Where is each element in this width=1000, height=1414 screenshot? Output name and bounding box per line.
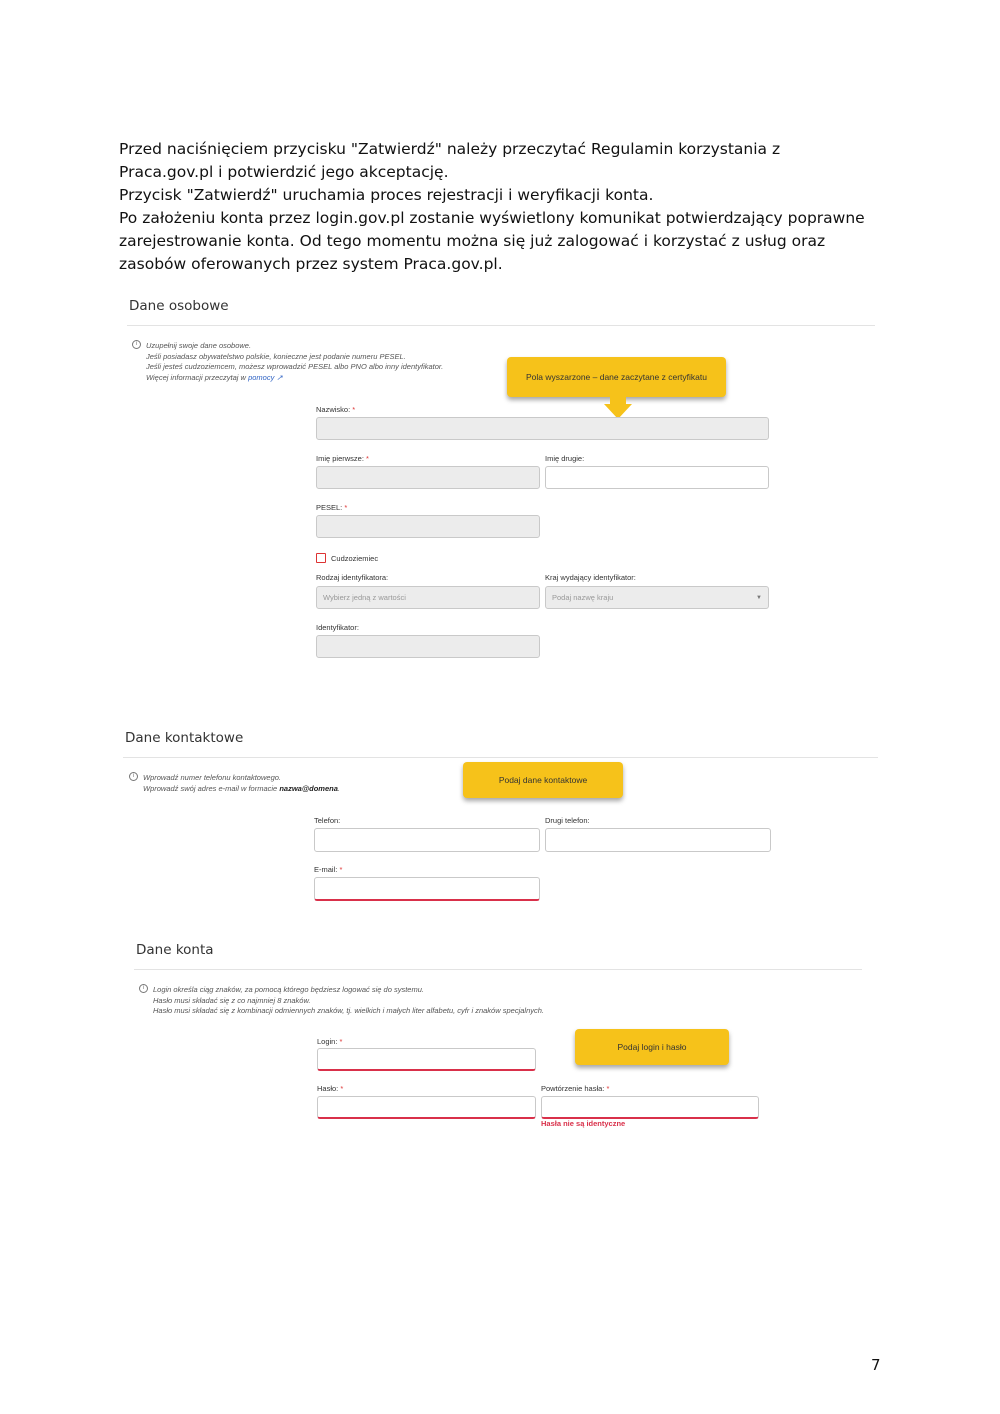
country-label: Kraj wydający identyfikator: [545,573,636,582]
identifier-input[interactable] [316,635,540,658]
page-number: 7 [871,1356,881,1374]
info-line: Jeśli jesteś cudzoziemcem, możesz wprowadzić PESEL albo PNO albo inny identyfikator. [146,362,444,371]
section-divider [123,757,878,758]
login-input[interactable] [317,1048,536,1071]
firstname-label: Imię pierwsze: * [316,454,369,463]
phone2-label: Drugi telefon: [545,816,590,825]
login-label: Login: * [317,1037,343,1046]
intro-text [119,138,879,276]
info-more-text: Więcej informacji przeczytaj w [146,372,246,382]
help-link[interactable]: pomocy [248,372,275,382]
external-link-icon[interactable]: ↗ [276,372,283,382]
info-line: Uzupełnij swoje dane osobowe. [146,341,252,350]
chevron-down-icon[interactable]: ▼ [756,594,762,601]
foreigner-checkbox[interactable] [316,553,326,563]
secondname-input[interactable] [545,466,769,489]
password-label: Hasło: * [317,1084,344,1093]
phone-label: Telefon: [314,816,341,825]
country-select[interactable] [545,586,769,609]
password-repeat-label: Powtórzenie hasła: * [541,1084,610,1093]
idtype-label: Rodzaj identyfikatora: [316,573,389,582]
foreigner-label: Cudzoziemiec [331,553,379,563]
surname-label: Nazwisko: * [316,405,356,414]
password-error: Hasła nie są identyczne [541,1119,626,1128]
intro-line: Po założeniu konta przez login.gov.pl zostanie wyświetlony komunikat potwierdzający poprawne zarejestrowanie konta. Od tego momentu można się już zalogować i korzystać z usług oraz zasobów oferowanych przez system Praca.gov.pl. [119,209,865,273]
password-input[interactable] [317,1096,536,1119]
section-title-contact: Dane kontaktowe [125,730,244,746]
callout-certificate: Pola wyszarzone – dane zaczytane z certyfikatu [507,357,726,397]
surname-input[interactable] [316,417,769,440]
pesel-label: PESEL: * [316,503,348,512]
callout-contact: Podaj dane kontaktowe [463,762,623,798]
info-line: Wprowadź swój adres e-mail w formacie nazwa@domena. [143,783,340,793]
phone2-input[interactable] [545,828,771,852]
info-line: Hasło musi składać się z co najmniej 8 znaków. [153,995,311,1005]
section-title-account: Dane konta [136,942,214,958]
contact-info [132,773,463,794]
info-icon: i [129,772,138,781]
info-icon: i [139,984,148,993]
email-input[interactable] [314,877,540,901]
info-line: Jeśli posiadasz obywatelstwo polskie, konieczne jest podanie numeru PESEL. [146,351,406,361]
info-line [146,373,506,384]
identifier-label: Identyfikator: [316,623,359,632]
info-icon: i [132,340,141,349]
password-repeat-input[interactable] [541,1096,759,1119]
section-divider [127,325,875,326]
secondname-label: Imię drugie: [545,454,585,463]
callout-login: Podaj login i hasło [575,1029,729,1065]
phone-input[interactable] [314,828,540,852]
info-line: Login określa ciąg znaków, za pomocą którego będziesz logować się do systemu. [153,985,424,994]
section-divider [134,969,862,970]
intro-line: Przycisk "Zatwierdź" uruchamia proces rejestracji i weryfikacji konta. [119,186,654,204]
foreigner-option[interactable] [316,553,378,563]
country-placeholder: Podaj nazwę kraju [552,592,614,602]
email-label: E-mail: * [314,865,343,874]
firstname-input[interactable] [316,466,540,489]
info-line: Hasło musi składać się z kombinacji odmiennych znaków, tj. wielkich i małych liter alfabetu, cyfr i znaków specjalnych. [153,1006,544,1015]
pesel-input[interactable] [316,515,540,538]
account-info [142,985,613,1017]
idtype-select[interactable] [316,586,540,609]
section-title-personal: Dane osobowe [129,298,229,314]
intro-line: Przed naciśnięciem przycisku "Zatwierdź" należy przeczytać Regulamin korzystania z Praca.gov.pl i potwierdzić jego akceptację. [119,140,781,181]
personal-info [135,341,506,383]
info-line: Wprowadź numer telefonu kontaktowego. [143,773,281,782]
idtype-placeholder: Wybierz jedną z wartości [323,592,406,602]
email-format: nazwa@domena [279,783,338,793]
